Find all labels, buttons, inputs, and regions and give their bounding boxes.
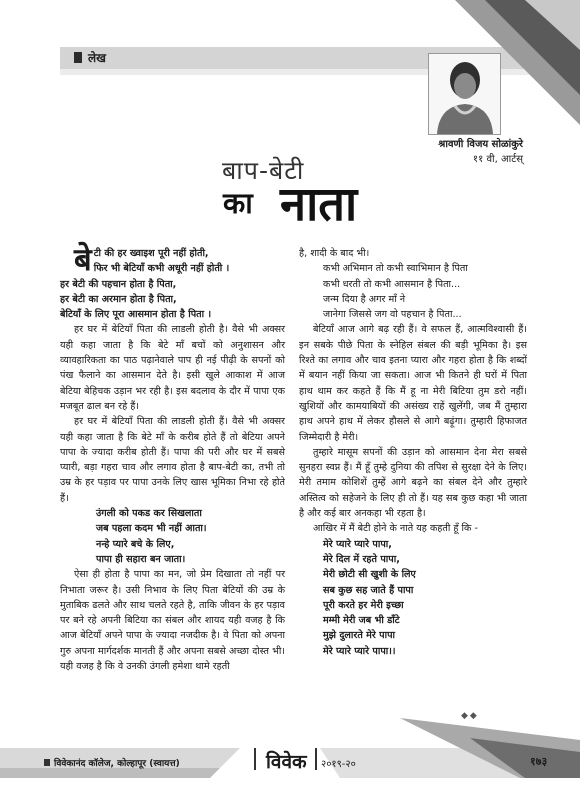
left-column xyxy=(60,242,285,674)
verse-line: मेरे प्यारे प्यारे पापा।। xyxy=(323,645,396,657)
footer-year: २०१९-२० xyxy=(321,759,356,770)
opening-poem xyxy=(60,242,285,322)
article-title-big: नाता xyxy=(280,177,358,232)
footer-divider xyxy=(315,748,317,770)
page-number: १७३ xyxy=(530,755,548,768)
poem-line: टी की हर ख्वाइश पूरी नहीं होती, xyxy=(93,248,209,259)
drop-cap: बे xyxy=(74,242,92,278)
verse-line: पूरी करते हर मेरी इच्छा xyxy=(323,599,404,611)
author-photo xyxy=(428,53,501,135)
verse-line: कभी धरती तो कभी आसमान है पिता... xyxy=(323,278,461,290)
verse-line: कभी अभिमान तो कभी स्वाभिमान है पिता xyxy=(323,263,468,275)
verse-line: जन्म दिया है अगर माँ ने xyxy=(323,293,406,305)
footer-magazine-name: विवेक xyxy=(266,751,307,773)
author-name: श्रावणी विजय सोळांकुरे xyxy=(438,139,523,150)
poem-line: हर बेटी का अरमान होता है पिता, xyxy=(60,293,177,305)
poem-line: फिर भी बेटियाँ कभी अधूरी नहीं होती । xyxy=(93,263,230,275)
paragraph: बेटियाँ आज आगे बढ़ रही हैं। वे सफल हैं, आत्मविश्वासी हैं। इन सबके पीछे पिता के स्नेहिल संबल की बड़ी भूमिका है। इस रिश्ते का लगाव और चाव इतना प्यारा और गहरा होता है कि शब्दों में बयान नहीं किया जा सकता। आज भी कितने ही घरों में पिता हाथ थाम कर कहते हैं कि मैं हू ना मेरी बिटिया तुम डरो नहीं। खुशियों और कामयाबियों की असंख्य राहें खुलेंगी, जब मैं तुम्हारा हाथ अपने हाथ में लेकर हौसले से आगे बढ़ूंगा। तुम्हारी हिफाजत जिम्मेदारी है मेरी। xyxy=(299,324,527,443)
verse-line: उंगली को पकड कर सिखलाता xyxy=(96,508,202,520)
verse-line: नन्हे प्यारे बचे के लिए, xyxy=(96,538,175,550)
verse-line: जब पहला कदम भी नहीं आता। xyxy=(96,523,207,535)
verse xyxy=(299,537,527,659)
verse-line: मेरे दिल में रहते पापा, xyxy=(323,553,400,565)
verse xyxy=(299,261,527,322)
verse-line: मम्मी मेरी जब भी डाँटे xyxy=(323,615,400,627)
section-marker-icon xyxy=(74,52,82,63)
right-column xyxy=(299,246,527,659)
paragraph-continuation: है, शादी के बाद भी। xyxy=(299,248,370,259)
section-label: लेख xyxy=(88,51,106,65)
paragraph: आखिर में मैं बेटी होने के नाते यह कहती हूँ कि - xyxy=(313,523,478,535)
article-title-small: का xyxy=(223,186,253,220)
verse-line: जानेगा जिससे जग वो पहचान है पिता... xyxy=(323,309,462,321)
paragraph: ऐसा ही होता है पापा का मन, जो प्रेम दिखाता तो नहीं पर निभाता जरूर है। उसी निभाव के लिए पिता बेटियों की उम्र के मुताबिक ढलते और साथ चलते रहते है, ताकि जीवन के हर पड़ाव पर बने रहे अपनी बिटिया का संबल और शायद यही वजह है कि आज बेटियाँ अपने पापा के ज्यादा नजदीक है। वे पिता को अपना गुरु अपना मार्गदर्शक मानती हैं और अपना सबसे अच्छा दोस्त भी। यही वजह है कि वे उनकी उंगली हमेशा थामे रहती xyxy=(60,569,285,673)
article-title-line1: बाप-बेटी xyxy=(222,156,305,185)
footer-college: विवेकानंद कॉलेज, कोल्हापूर (स्वायत्त) xyxy=(54,759,180,769)
person-photo-icon xyxy=(429,54,500,134)
paragraph: हर घर में बेटियाँ पिता की लाडली होती हैं। वैसे भी अक्सर यही कहा जाता है कि बेटे माँ के करीब होते हैं तो बेटिया अपने पापा के ज्यादा करीब होती हैं। पापा की परी और घर में सबसे प्यारी, बड़ा गहरा चाव और लगाव होता है बाप-बेटी का, तभी तो उम्र के हर पड़ाव पर पापा उनके लिए खास भूमिका निभा रहे होते हैं। xyxy=(60,416,285,504)
footer-marker-icon xyxy=(44,759,50,766)
poem-line: हर बेटी की पहचान होता है पिता, xyxy=(60,278,177,290)
verse-line: पापा ही सहारा बन जाता। xyxy=(96,553,186,565)
verse-line: मुझे दुलारते मेरे पापा xyxy=(323,630,396,642)
paragraph: तुम्हारे मासूम सपनों की उड़ान को आसमान देना मेरा सबसे सुनहरा स्वप्न हैं। मैं हूँ तुम्हे दुनिया की तपिश से सुरक्षा देने के लिए। मेरी तमाम कोशिशें तुम्हें आगे बढ़ने का संबल देने और तुम्हारे अस्तित्व को सहेजने के लिए ही तो हैं। यह सब कुछ कहा भी जाता है और कई बार अनकहा भी रहता है। xyxy=(299,446,527,520)
end-ornament-icon: ◆◆ xyxy=(461,711,479,721)
verse xyxy=(60,506,285,567)
verse-line: मेरी छोटी सी खुशी के लिए xyxy=(323,569,416,581)
verse-line: मेरे प्यारे प्यारे पापा, xyxy=(323,538,392,550)
author-class: ११ वी, आर्टस् xyxy=(472,154,523,165)
verse-line: सब कुछ सह जाते हैं पापा xyxy=(323,584,414,596)
poem-line: बेटियाँ के लिए पूरा आसमान होता है पिता । xyxy=(60,309,212,321)
paragraph: हर घर में बेटियाँ पिता की लाडली होती है। वैसे भी अक्सर यही कहा जाता है कि बेटे माँ बचों को अनुशासन और व्यावहारिकता का पाठ पढ़ानेवाले पाप ही नई पीढ़ी के सपनों को पंख फैलाने का आसमान देते है। इसी खुले आकाश में आज बेटिया बेहिचक उड़ान भर रही है। इस बदलाव के दौर में पापा एक मजबूत ढाल बन रहे हैं। xyxy=(60,324,285,412)
footer-divider xyxy=(254,748,256,770)
